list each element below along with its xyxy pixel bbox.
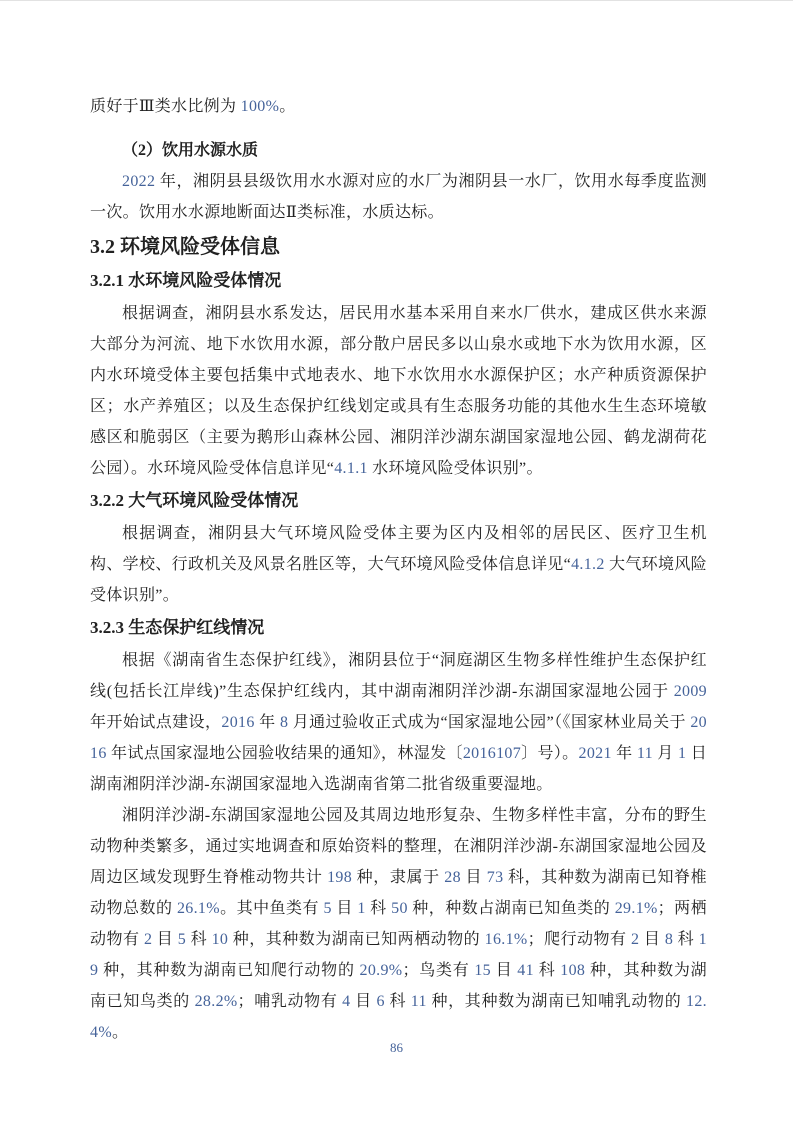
page-number: 86	[390, 1040, 403, 1055]
paragraph-drinking-water-quality: 2022 年，湘阴县县级饮用水水源对应的水厂为湘阴县一水厂，饮用水每季度监测一次。饮用水水源地断面达Ⅱ类标准，水质达标。	[90, 173, 707, 221]
heading-drinking-water-source-quality: （2）饮用水源水质	[122, 142, 259, 159]
continuation-line-water-quality-ratio: 质好于Ⅲ类水比例为 100%。	[90, 98, 296, 115]
heading-section-3-2-3-ecological-redline: 3.2.3 生态保护红线情况	[90, 618, 265, 637]
heading-section-3-2-2-air-risk-receptor: 3.2.2 大气环境风险受体情况	[90, 491, 299, 510]
heading-section-3-2-1-water-risk-receptor: 3.2.1 水环境风险受体情况	[90, 271, 282, 290]
paragraph-wetland-wildlife-statistics: 湘阴洋沙湖-东湖国家湿地公园及其周边地形复杂、生物多样性丰富，分布的野生动物种类繁多，通过实地调查和原始资料的整理，在湘阴洋沙湖-东湖国家湿地公园及周边区域发现野生脊椎动物共计 198 种，隶属于 28 目 73 科，其种数为湖南已知脊椎动物总数的 26.1%。其中鱼类有 5 目 1 科 50 种，种数占湖南已知鱼类的 29.1%；两栖动物有 2 目 5 科 10 种，其种数为湖南已知两栖动物的 16.1%；爬行动物有 2 目 8 科 19 种，其种数为湖南已知爬行动物的 20.9%；鸟类有 15 目 41 科 108 种，其种数为湖南已知鸟类的 28.2%；哺乳动物有 4 目 6 科 11 种，其种数为湖南已知哺乳动物的 12.4%。	[90, 807, 707, 1041]
page-content	[90, 91, 707, 1048]
paragraph-air-risk-receptor: 根据调查，湘阴县大气环境风险受体主要为区内及相邻的居民区、医疗卫生机构、学校、行政机关及风景名胜区等，大气环境风险受体信息详见“4.1.2 大气环境风险受体识别”。	[90, 525, 708, 604]
paragraph-water-risk-receptor: 根据调查，湘阴县水系发达，居民用水基本采用自来水厂供水，建成区供水来源大部分为河流、地下水饮用水源，部分散户居民多以山泉水或地下水为饮用水源，区内水环境受体主要包括集中式地表水、地下水饮用水水源保护区；水产种质资源保护区；水产养殖区；以及生态保护红线划定或具有生态服务功能的其他水生生态环境敏感区和脆弱区（主要为鹅形山森林公园、湘阴洋沙湖东湖国家湿地公园、鹤龙湖荷花公园）。水环境风险受体信息详见“4.1.1 水环境风险受体识别”。	[90, 305, 707, 477]
heading-section-3-2-environment-risk-receptor-info: 3.2 环境风险受体信息	[90, 236, 280, 258]
paragraph-ecological-redline: 根据《湖南省生态保护红线》，湘阴县位于“洞庭湖区生物多样性维护生态保护红线(包括长江岸线)”生态保护红线内，其中湖南湘阴洋沙湖-东湖国家湿地公园于 2009 年开始试点建设，2016 年 8 月通过验收正式成为“国家湿地公园”（《国家林业局关于 2016 年试点国家湿地公园验收结果的通知》，林湿发〔2016107〕号）。2021 年 11 月 1 日湖南湘阴洋沙湖-东湖国家湿地入选湖南省第二批省级重要湿地。	[90, 652, 708, 793]
